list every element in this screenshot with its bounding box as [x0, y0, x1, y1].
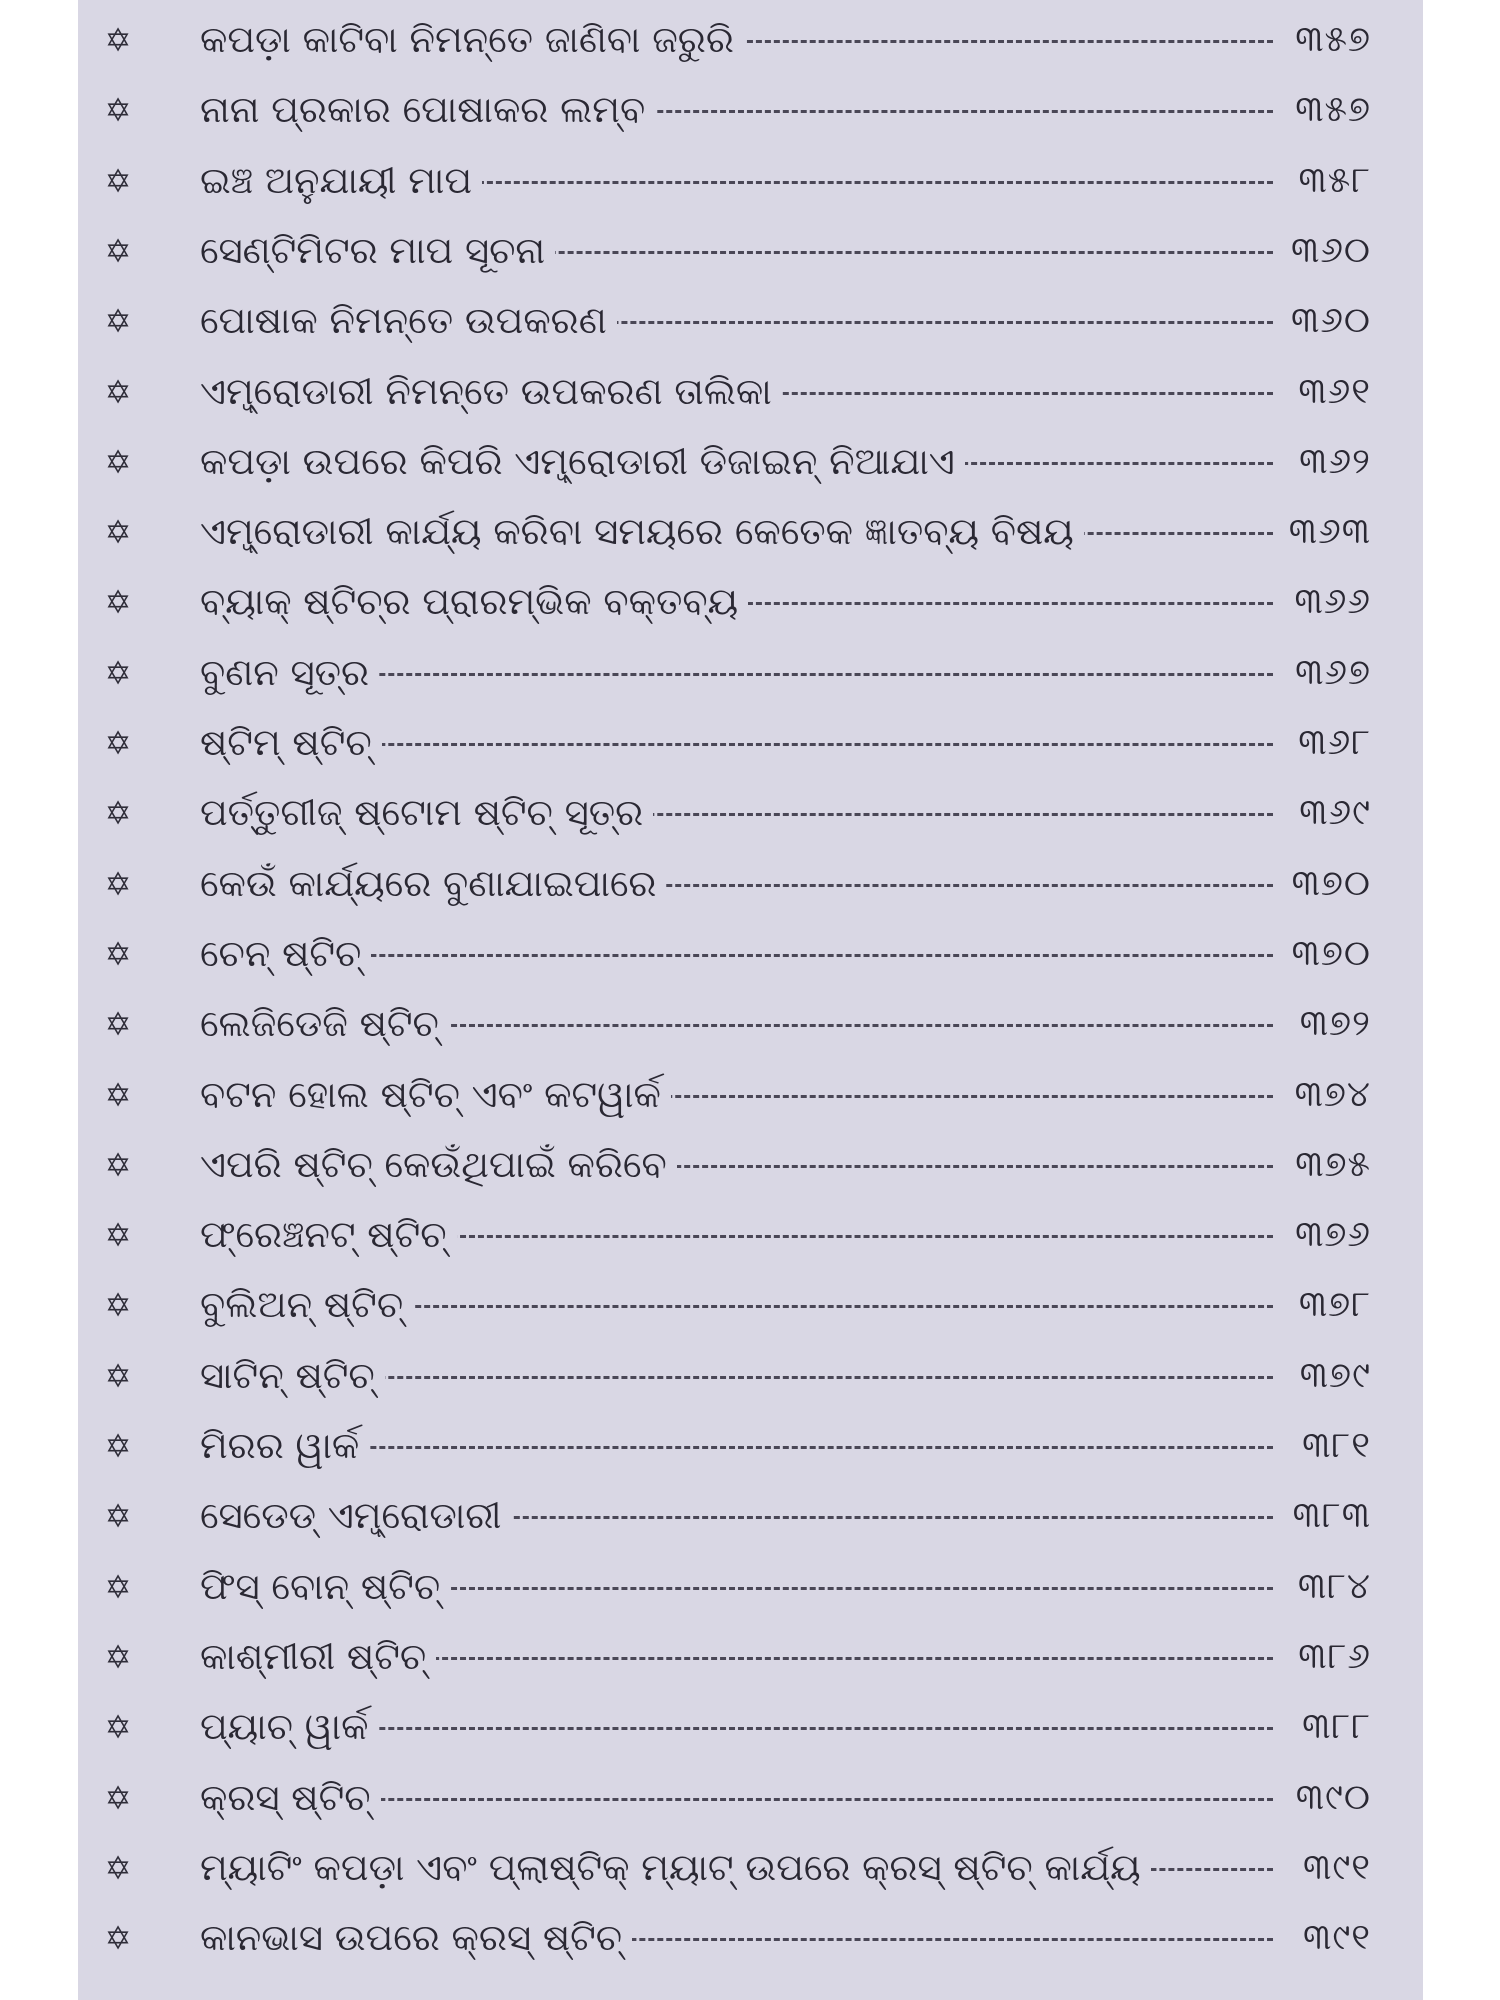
star-of-david-icon: ✡ — [104, 1567, 132, 1606]
toc-entry-title: ଲେଜିଡେଜି ଷ୍ଟିଚ୍ — [200, 1002, 449, 1046]
toc-entry — [78, 638, 1423, 708]
toc-entry-title-wrap — [200, 1060, 1273, 1130]
toc-entry-page-number: ୩୮୮ — [1302, 1706, 1371, 1748]
toc-entry — [78, 1552, 1423, 1622]
toc-entry-title-wrap — [200, 1763, 1273, 1833]
toc-entry-page-number: ୩୭୪ — [1294, 1073, 1371, 1115]
toc-entry-title: ଇଞ୍ଚ ଅନୁଯାୟୀ ମାପ — [200, 159, 482, 203]
star-of-david-icon: ✡ — [104, 231, 132, 270]
toc-entry-title-wrap — [200, 849, 1273, 919]
toc-entry-page-number: ୩୬୮ — [1298, 722, 1371, 763]
toc-entry — [78, 989, 1423, 1059]
star-of-david-icon: ✡ — [104, 1145, 132, 1184]
toc-entry-page-number: ୩୬୬ — [1294, 581, 1371, 623]
star-of-david-icon: ✡ — [104, 161, 132, 200]
toc-entry-title-wrap — [200, 778, 1273, 848]
toc-entry — [78, 1903, 1423, 1973]
toc-entry-title: ପର୍ତ୍ତୁଗୀଜ୍ ଷ୍ଟୋମ ଷ୍ଟିଚ୍ ସୂତ୍ର — [200, 791, 653, 835]
toc-entry-page-number: ୩୭୫ — [1295, 1143, 1371, 1185]
toc-entry — [78, 146, 1423, 216]
toc-entry — [78, 1833, 1423, 1903]
toc-entry-title: ଏମ୍ବ୍ରୋଡାରୀ ନିମନ୍ତେ ଉପକରଣ ତାଲିକା — [200, 370, 782, 414]
toc-entry-page-number: ୩୮୩ — [1292, 1495, 1371, 1537]
toc-entry-title: କପଡ଼ା କାଟିବା ନିମନ୍ତେ ଜାଣିବା ଜରୁରି — [200, 18, 744, 62]
toc-entry-page-number: ୩୫୭ — [1295, 89, 1371, 131]
toc-entry-title: ଷ୍ଟିମ୍ ଷ୍ଟିଚ୍ — [200, 721, 382, 765]
toc-entry-title: କାନଭାସ ଉପରେ କ୍ରସ୍ ଷ୍ଟିଚ୍ — [200, 1916, 632, 1960]
toc-entry — [78, 75, 1423, 145]
toc-entry-title-wrap — [200, 286, 1273, 356]
toc-entry-title: ଏମ୍ବ୍ରୋଡାରୀ କାର୍ଯ୍ୟ କରିବା ସମୟରେ କେତେକ ଜ୍ଞାତବ୍ୟ ବିଷୟ — [200, 510, 1084, 554]
toc-entry-page-number: ୩୬୦ — [1291, 300, 1371, 342]
toc-entry-title: ମ୍ୟାଟିଂ କପଡ଼ା ଏବଂ ପ୍ଲାଷ୍ଟିକ୍ ମ୍ୟାଟ୍ ଉପରେ କ୍ରସ୍ ଷ୍ଟିଚ୍ କାର୍ଯ୍ୟ — [200, 1846, 1151, 1890]
book-page — [78, 0, 1423, 2000]
toc-entry-title-wrap — [200, 1481, 1273, 1551]
toc-entry-title-wrap — [200, 1411, 1273, 1481]
toc-entry-title-wrap — [200, 708, 1273, 778]
star-of-david-icon: ✡ — [104, 1919, 132, 1958]
toc-entry-page-number: ୩୬୨ — [1299, 440, 1371, 482]
toc-entry-title: ବୁଲିଅନ୍ ଷ୍ଟିଚ୍ — [200, 1283, 413, 1327]
toc-entry-title: ସେଡେଡ୍ ଏମ୍ବ୍ରୋଡାରୀ — [200, 1494, 511, 1538]
toc-entry — [78, 708, 1423, 778]
toc-entry-page-number: ୩୭୬ — [1295, 1214, 1371, 1256]
toc-entry-page-number: ୩୬୦ — [1291, 229, 1371, 271]
toc-entry-title: ଚେନ୍ ଷ୍ଟିଚ୍ — [200, 932, 371, 976]
star-of-david-icon: ✡ — [104, 583, 132, 622]
toc-entry-title-wrap — [200, 146, 1273, 216]
toc-entry-title-wrap — [200, 1903, 1273, 1973]
toc-entry-title: ବ୍ୟାକ୍ ଷ୍ଟିଚ୍‌ର ପ୍ରାରମ୍ଭିକ ବକ୍ତବ୍ୟ — [200, 580, 748, 624]
toc-entry — [78, 497, 1423, 567]
toc-entry — [78, 1060, 1423, 1130]
toc-entry-title-wrap — [200, 75, 1273, 145]
toc-entry-title: ସାଟିନ୍ ଷ୍ଟିଚ୍ — [200, 1354, 385, 1398]
toc-entry-page-number: ୩୫୮ — [1298, 159, 1371, 201]
star-of-david-icon: ✡ — [104, 1497, 132, 1536]
toc-entry — [78, 1130, 1423, 1200]
star-of-david-icon: ✡ — [104, 1848, 132, 1887]
toc-entry-title: ଏପରି ଷ୍ଟିଚ୍ କେଉଁଥିପାଇଁ କରିବେ — [200, 1143, 677, 1187]
star-of-david-icon: ✡ — [104, 864, 132, 903]
toc-entry-page-number: ୩୬୭ — [1295, 651, 1371, 693]
toc-entry-title: ପ୍ୟାଚ୍ ୱାର୍କ — [200, 1705, 378, 1749]
star-of-david-icon: ✡ — [104, 1708, 132, 1747]
toc-entry-title: ବୁଣନ ସୂତ୍ର — [200, 651, 379, 695]
toc-entry-page-number: ୩୬୧ — [1298, 370, 1371, 412]
toc-entry-title: ବଟନ ହୋଲ ଷ୍ଟିଚ୍ ଏବଂ କଟୱାର୍କ — [200, 1073, 671, 1117]
toc-entry-title: କେଉଁ କାର୍ଯ୍ୟରେ ବୁଣାଯାଇପାରେ — [200, 862, 666, 906]
toc-entry-title-wrap — [200, 1130, 1273, 1200]
toc-entry-page-number: ୩୮୬ — [1298, 1635, 1371, 1677]
star-of-david-icon: ✡ — [104, 302, 132, 341]
toc-entry-title-wrap — [200, 357, 1273, 427]
star-of-david-icon: ✡ — [104, 1075, 132, 1114]
toc-entry — [78, 1622, 1423, 1692]
star-of-david-icon: ✡ — [104, 442, 132, 481]
toc-entry-title: ପୋଷାକ ନିମନ୍ତେ ଉପକରଣ — [200, 299, 617, 343]
toc-entry — [78, 778, 1423, 848]
star-of-david-icon: ✡ — [104, 1005, 132, 1044]
toc-entry — [78, 849, 1423, 919]
star-of-david-icon: ✡ — [104, 513, 132, 552]
toc-entry — [78, 5, 1423, 75]
toc-entry-page-number: ୩୭୮ — [1298, 1284, 1371, 1326]
star-of-david-icon: ✡ — [104, 724, 132, 762]
star-of-david-icon: ✡ — [104, 372, 132, 411]
toc-entry-title-wrap — [200, 1200, 1273, 1270]
toc-entry-page-number: ୩୬୯ — [1299, 792, 1371, 834]
toc-entry-page-number: ୩୭୯ — [1299, 1354, 1371, 1396]
toc-entry-title-wrap — [200, 216, 1273, 286]
toc-entry-title-wrap — [200, 497, 1273, 567]
toc-entry-title: ସେଣ୍ଟିମିଟର ମାପ ସୂଚନା — [200, 229, 555, 273]
star-of-david-icon: ✡ — [104, 653, 132, 692]
toc-entry-title-wrap — [200, 1270, 1273, 1340]
toc-entry-page-number: ୩୬୩ — [1288, 511, 1371, 553]
star-of-david-icon: ✡ — [104, 1286, 132, 1325]
star-of-david-icon: ✡ — [104, 1778, 132, 1817]
toc-entry-page-number: ୩୯୦ — [1295, 1776, 1371, 1818]
toc-entry — [78, 567, 1423, 637]
toc-entry — [78, 1763, 1423, 1833]
toc-entry — [78, 216, 1423, 286]
toc-entry-title-wrap — [200, 1552, 1273, 1622]
star-of-david-icon: ✡ — [104, 21, 132, 59]
toc-entry-title: ଫ୍ରେଞ୍ଚନଟ୍ ଷ୍ଟିଚ୍ — [200, 1213, 457, 1257]
toc-entry — [78, 1270, 1423, 1340]
toc-entry — [78, 1692, 1423, 1762]
toc-entry — [78, 1200, 1423, 1270]
star-of-david-icon: ✡ — [104, 91, 132, 130]
toc-entry — [78, 919, 1423, 989]
toc-entry-title: ମିରର ୱାର୍କ — [200, 1424, 369, 1468]
toc-entry-title: ଫିସ୍ ବୋନ୍ ଷ୍ଟିଚ୍ — [200, 1565, 450, 1609]
star-of-david-icon: ✡ — [104, 934, 132, 973]
toc-entry-page-number: ୩୭୦ — [1291, 862, 1371, 904]
star-of-david-icon: ✡ — [104, 1216, 132, 1255]
toc-entry-title-wrap — [200, 638, 1273, 708]
star-of-david-icon: ✡ — [104, 1637, 132, 1676]
toc-entry-page-number: ୩୭୦ — [1291, 932, 1371, 974]
toc-entry-title-wrap — [200, 427, 1273, 497]
toc-entry-page-number: ୩୫୭ — [1295, 19, 1371, 60]
toc-entry — [78, 286, 1423, 356]
toc-entry-title-wrap — [200, 1833, 1273, 1903]
toc-entry-title-wrap — [200, 5, 1273, 75]
toc-entry-page-number: ୩୮୪ — [1297, 1565, 1371, 1607]
toc-entry-title: ନାନା ପ୍ରକାର ପୋଷାକର ଲମ୍ବ — [200, 88, 655, 132]
toc-entry — [78, 1481, 1423, 1551]
toc-entry-title-wrap — [200, 1341, 1273, 1411]
toc-entry-title: କ୍ରସ୍ ଷ୍ଟିଚ୍ — [200, 1776, 381, 1820]
toc-entry-page-number: ୩୮୧ — [1302, 1425, 1371, 1466]
toc-entry — [78, 1341, 1423, 1411]
star-of-david-icon: ✡ — [104, 1427, 132, 1465]
toc-entry — [78, 357, 1423, 427]
toc-entry-title-wrap — [200, 1622, 1273, 1692]
star-of-david-icon: ✡ — [104, 794, 132, 833]
toc-entry-page-number: ୩୭୨ — [1299, 1003, 1371, 1045]
toc-entry-title-wrap — [200, 1692, 1273, 1762]
toc-entry-title-wrap — [200, 919, 1273, 989]
toc-entry-title-wrap — [200, 989, 1273, 1059]
toc-entry — [78, 1411, 1423, 1481]
toc-entry-page-number: ୩୯୧ — [1303, 1917, 1371, 1959]
toc-entry — [78, 427, 1423, 497]
star-of-david-icon: ✡ — [104, 1356, 132, 1395]
toc-entry-page-number: ୩୯୧ — [1303, 1846, 1371, 1888]
toc-entry-title: କପଡ଼ା ଉପରେ କିପରି ଏମ୍ବ୍ରୋଡାରୀ ଡିଜାଇନ୍ ନିଆଯାଏ — [200, 440, 965, 484]
toc-entry-title: କାଶ୍ମୀରୀ ଷ୍ଟିଚ୍ — [200, 1635, 436, 1679]
toc-entry-title-wrap — [200, 567, 1273, 637]
